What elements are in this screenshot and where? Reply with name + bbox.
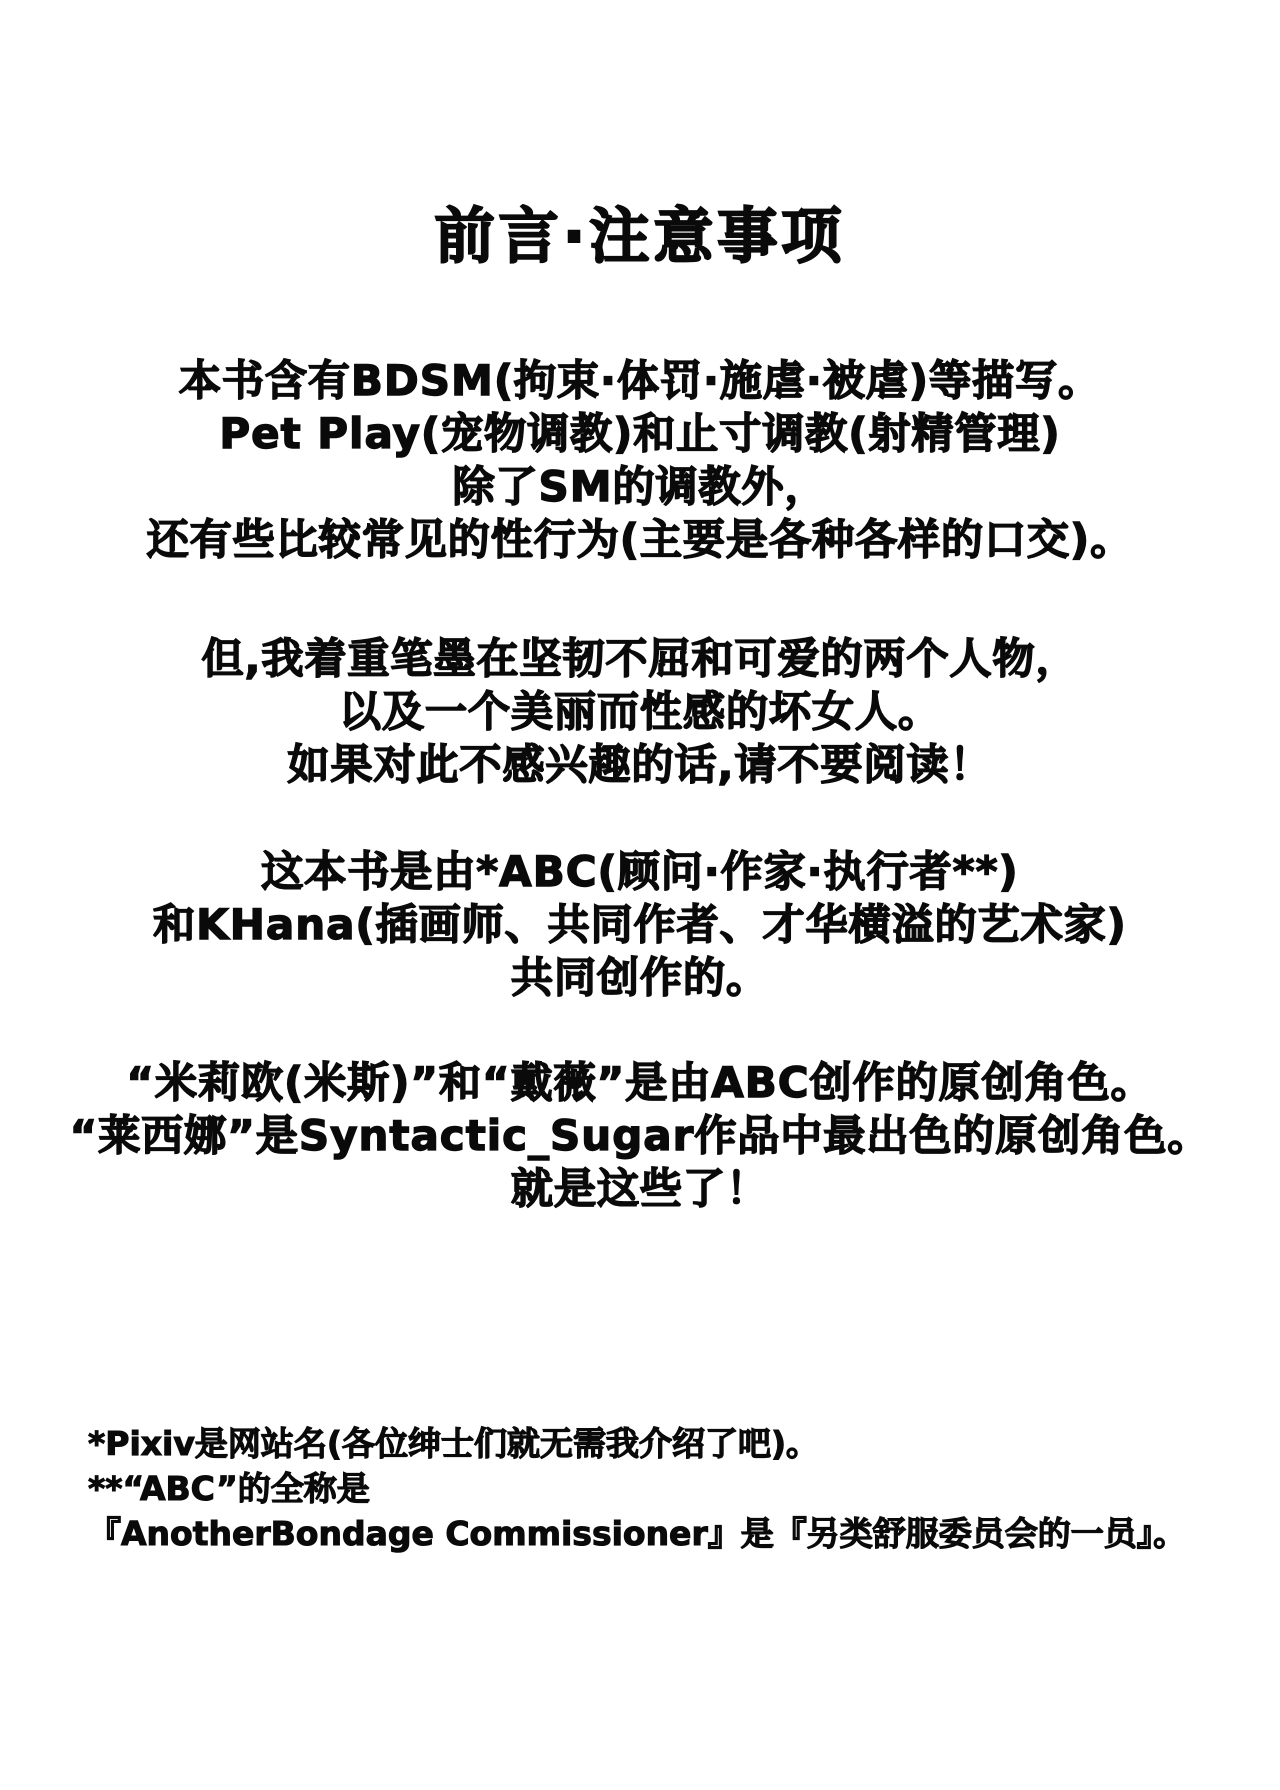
paragraph-line: 就是这些了！ [510, 1164, 769, 1213]
page-title: 前言·注意事项 [434, 202, 846, 272]
paragraph-line: 本书含有BDSM(拘束·体罚·施虐·被虐)等描写。 [178, 356, 1102, 405]
paragraph-line: Pet Play(宠物调教)和止寸调教(射精管理) [219, 409, 1061, 458]
paragraph-line: “米莉欧(米斯)”和“戴薇”是由ABC创作的原创角色。 [126, 1058, 1154, 1107]
focus-notice-paragraph [0, 632, 1280, 791]
paragraph-line: 但,我着重笔墨在坚韧不屈和可爱的两个人物， [201, 634, 1079, 683]
paragraph-line: “莱西娜”是Syntactic_Sugar作品中最出色的原创角色。 [69, 1111, 1211, 1160]
paragraph-line: 和KHana(插画师、共同作者、才华横溢的艺术家) [153, 900, 1127, 949]
paragraph-line: 共同创作的。 [510, 953, 769, 1002]
paragraph-line: 如果对此不感兴趣的话,请不要阅读！ [287, 740, 993, 789]
characters-paragraph [0, 1056, 1280, 1215]
paragraph-line: 以及一个美丽而性感的坏女人。 [338, 687, 941, 736]
content-warning-paragraph [0, 354, 1280, 566]
paragraph-line: 这本书是由*ABC(顾问·作家·执行者**) [261, 847, 1019, 896]
footnote-line: *Pixiv是网站名(各位绅士们就无需我介绍了吧)。 [88, 1424, 820, 1463]
footnote-line: **“ABC”的全称是 [88, 1469, 370, 1508]
credits-paragraph [0, 845, 1280, 1004]
footnote-line: 『AnotherBondage Commissioner』是『另类舒服委员会的一员』。 [88, 1514, 1187, 1553]
paragraph-line: 还有些比较常见的性行为(主要是各种各样的口交)。 [146, 515, 1134, 564]
footnotes [88, 1421, 1280, 1556]
paragraph-line: 除了SM的调教外， [452, 462, 828, 511]
